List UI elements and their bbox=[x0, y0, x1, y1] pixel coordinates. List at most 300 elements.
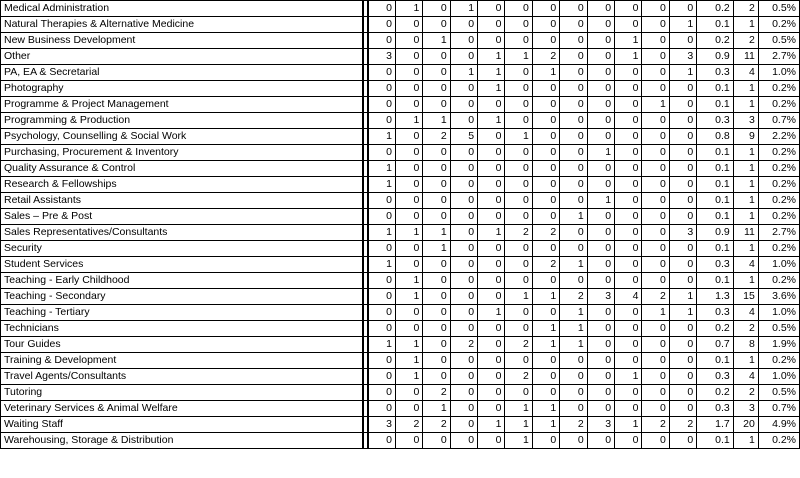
value-cell: 1 bbox=[395, 273, 422, 289]
table-row bbox=[1, 273, 800, 289]
value-cell: 1 bbox=[615, 49, 642, 65]
value-cell: 0 bbox=[532, 17, 559, 33]
category-name-cell: Sales – Pre & Post bbox=[1, 209, 364, 225]
value-cell: 0 bbox=[642, 145, 669, 161]
value-cell: 0 bbox=[615, 321, 642, 337]
value-cell: 1 bbox=[505, 433, 532, 449]
value-cell: 0 bbox=[669, 209, 696, 225]
value-cell: 4 bbox=[733, 305, 758, 321]
value-cell: 0 bbox=[532, 113, 559, 129]
value-cell: 0 bbox=[478, 1, 505, 17]
value-cell: 0 bbox=[615, 177, 642, 193]
value-cell: 0 bbox=[642, 65, 669, 81]
value-cell: 1.7 bbox=[697, 417, 734, 433]
value-cell: 0 bbox=[642, 321, 669, 337]
value-cell: 0 bbox=[450, 417, 477, 433]
value-cell: 11 bbox=[733, 225, 758, 241]
value-cell: 0 bbox=[532, 385, 559, 401]
value-cell: 0 bbox=[505, 241, 532, 257]
value-cell: 0 bbox=[669, 401, 696, 417]
value-cell: 0 bbox=[423, 257, 450, 273]
value-cell: 0 bbox=[395, 433, 422, 449]
value-cell: 0 bbox=[505, 17, 532, 33]
value-cell: 0 bbox=[587, 241, 614, 257]
value-cell: 1 bbox=[395, 337, 422, 353]
value-cell: 0 bbox=[395, 401, 422, 417]
value-cell: 1 bbox=[395, 369, 422, 385]
value-cell: 0 bbox=[532, 209, 559, 225]
value-cell: 0 bbox=[423, 369, 450, 385]
value-cell: 0.3 bbox=[697, 113, 734, 129]
value-cell: 1.0% bbox=[758, 257, 799, 273]
value-cell: 0 bbox=[450, 321, 477, 337]
value-cell: 1 bbox=[733, 193, 758, 209]
value-cell: 4 bbox=[733, 369, 758, 385]
value-cell: 1 bbox=[733, 273, 758, 289]
value-cell: 1 bbox=[368, 177, 395, 193]
value-cell: 0 bbox=[478, 337, 505, 353]
value-cell: 0 bbox=[505, 209, 532, 225]
value-cell: 0.2 bbox=[697, 321, 734, 337]
value-cell: 0.2% bbox=[758, 81, 799, 97]
value-cell: 0 bbox=[615, 241, 642, 257]
table-row bbox=[1, 161, 800, 177]
value-cell: 3 bbox=[669, 49, 696, 65]
value-cell: 4 bbox=[733, 257, 758, 273]
table-row bbox=[1, 337, 800, 353]
value-cell: 0.1 bbox=[697, 97, 734, 113]
value-cell: 0 bbox=[450, 33, 477, 49]
value-cell: 0.3 bbox=[697, 65, 734, 81]
value-cell: 0 bbox=[560, 241, 587, 257]
category-name-cell: Travel Agents/Consultants bbox=[1, 369, 364, 385]
value-cell: 0.1 bbox=[697, 177, 734, 193]
value-cell: 0 bbox=[642, 113, 669, 129]
value-cell: 0.1 bbox=[697, 17, 734, 33]
value-cell: 0 bbox=[642, 353, 669, 369]
value-cell: 0 bbox=[669, 337, 696, 353]
value-cell: 0 bbox=[587, 337, 614, 353]
value-cell: 0 bbox=[587, 49, 614, 65]
value-cell: 0 bbox=[615, 129, 642, 145]
value-cell: 0 bbox=[587, 257, 614, 273]
value-cell: 3 bbox=[587, 289, 614, 305]
value-cell: 0 bbox=[532, 1, 559, 17]
value-cell: 1 bbox=[560, 257, 587, 273]
value-cell: 0.7 bbox=[697, 337, 734, 353]
value-cell: 0 bbox=[395, 177, 422, 193]
value-cell: 0 bbox=[395, 161, 422, 177]
value-cell: 1 bbox=[505, 49, 532, 65]
value-cell: 0 bbox=[587, 129, 614, 145]
table-row bbox=[1, 305, 800, 321]
value-cell: 0 bbox=[368, 401, 395, 417]
value-cell: 0 bbox=[450, 193, 477, 209]
value-cell: 0.3 bbox=[697, 305, 734, 321]
value-cell: 0.2% bbox=[758, 353, 799, 369]
value-cell: 0 bbox=[478, 401, 505, 417]
value-cell: 0 bbox=[642, 433, 669, 449]
value-cell: 0.2% bbox=[758, 97, 799, 113]
value-cell: 0 bbox=[560, 1, 587, 17]
value-cell: 0.2 bbox=[697, 33, 734, 49]
value-cell: 0 bbox=[368, 433, 395, 449]
value-cell: 1 bbox=[615, 369, 642, 385]
value-cell: 0.2% bbox=[758, 209, 799, 225]
value-cell: 2 bbox=[423, 385, 450, 401]
value-cell: 0 bbox=[423, 433, 450, 449]
value-cell: 0 bbox=[669, 177, 696, 193]
value-cell: 0 bbox=[642, 49, 669, 65]
value-cell: 0 bbox=[642, 161, 669, 177]
value-cell: 0 bbox=[478, 145, 505, 161]
value-cell: 0 bbox=[615, 193, 642, 209]
value-cell: 0 bbox=[560, 369, 587, 385]
value-cell: 0 bbox=[368, 81, 395, 97]
value-cell: 0 bbox=[560, 193, 587, 209]
value-cell: 1 bbox=[505, 129, 532, 145]
value-cell: 0 bbox=[532, 129, 559, 145]
value-cell: 0 bbox=[560, 113, 587, 129]
value-cell: 0 bbox=[368, 97, 395, 113]
value-cell: 0 bbox=[532, 369, 559, 385]
value-cell: 0 bbox=[450, 289, 477, 305]
value-cell: 0.2% bbox=[758, 433, 799, 449]
table-row bbox=[1, 33, 800, 49]
value-cell: 0 bbox=[560, 353, 587, 369]
value-cell: 11 bbox=[733, 49, 758, 65]
table-row bbox=[1, 17, 800, 33]
value-cell: 0.7% bbox=[758, 401, 799, 417]
value-cell: 1 bbox=[423, 225, 450, 241]
value-cell: 0 bbox=[505, 321, 532, 337]
value-cell: 1 bbox=[532, 321, 559, 337]
value-cell: 0 bbox=[478, 129, 505, 145]
value-cell: 0.1 bbox=[697, 193, 734, 209]
category-name-cell: Photography bbox=[1, 81, 364, 97]
value-cell: 0 bbox=[450, 273, 477, 289]
value-cell: 0 bbox=[395, 17, 422, 33]
value-cell: 2 bbox=[560, 417, 587, 433]
value-cell: 0 bbox=[505, 273, 532, 289]
value-cell: 0.1 bbox=[697, 161, 734, 177]
value-cell: 0.2% bbox=[758, 273, 799, 289]
value-cell: 0 bbox=[478, 369, 505, 385]
value-cell: 0 bbox=[642, 81, 669, 97]
value-cell: 0 bbox=[615, 433, 642, 449]
value-cell: 0 bbox=[587, 369, 614, 385]
value-cell: 0 bbox=[395, 145, 422, 161]
value-cell: 0 bbox=[478, 321, 505, 337]
value-cell: 0 bbox=[642, 257, 669, 273]
value-cell: 0 bbox=[395, 193, 422, 209]
value-cell: 0.8 bbox=[697, 129, 734, 145]
value-cell: 0 bbox=[560, 97, 587, 113]
value-cell: 1 bbox=[423, 401, 450, 417]
value-cell: 2 bbox=[505, 337, 532, 353]
value-cell: 1 bbox=[669, 65, 696, 81]
value-cell: 1 bbox=[669, 17, 696, 33]
table-row bbox=[1, 113, 800, 129]
value-cell: 1 bbox=[733, 161, 758, 177]
value-cell: 0 bbox=[642, 401, 669, 417]
value-cell: 0 bbox=[478, 97, 505, 113]
value-cell: 0 bbox=[587, 33, 614, 49]
value-cell: 1 bbox=[368, 257, 395, 273]
value-cell: 1 bbox=[423, 241, 450, 257]
value-cell: 0 bbox=[505, 193, 532, 209]
value-cell: 1.0% bbox=[758, 305, 799, 321]
table-row bbox=[1, 321, 800, 337]
value-cell: 0 bbox=[642, 241, 669, 257]
value-cell: 0 bbox=[587, 209, 614, 225]
value-cell: 0 bbox=[560, 81, 587, 97]
value-cell: 1 bbox=[395, 353, 422, 369]
value-cell: 0 bbox=[368, 17, 395, 33]
value-cell: 0 bbox=[587, 433, 614, 449]
value-cell: 4 bbox=[733, 65, 758, 81]
value-cell: 0 bbox=[368, 289, 395, 305]
value-cell: 1 bbox=[423, 113, 450, 129]
value-cell: 0 bbox=[587, 273, 614, 289]
value-cell: 3 bbox=[368, 49, 395, 65]
value-cell: 0 bbox=[395, 209, 422, 225]
value-cell: 20 bbox=[733, 417, 758, 433]
value-cell: 0.7% bbox=[758, 113, 799, 129]
value-cell: 1 bbox=[395, 225, 422, 241]
value-cell: 1 bbox=[560, 337, 587, 353]
value-cell: 2 bbox=[642, 289, 669, 305]
value-cell: 0 bbox=[450, 241, 477, 257]
value-cell: 0 bbox=[669, 369, 696, 385]
value-cell: 2 bbox=[423, 129, 450, 145]
value-cell: 2 bbox=[423, 417, 450, 433]
value-cell: 1 bbox=[368, 129, 395, 145]
value-cell: 0 bbox=[423, 209, 450, 225]
value-cell: 0 bbox=[560, 129, 587, 145]
value-cell: 1 bbox=[478, 305, 505, 321]
value-cell: 0 bbox=[395, 129, 422, 145]
value-cell: 2 bbox=[733, 33, 758, 49]
table-row bbox=[1, 417, 800, 433]
value-cell: 0 bbox=[368, 241, 395, 257]
table-row bbox=[1, 401, 800, 417]
value-cell: 1 bbox=[587, 145, 614, 161]
value-cell: 0 bbox=[615, 305, 642, 321]
value-cell: 0 bbox=[669, 161, 696, 177]
value-cell: 0 bbox=[587, 81, 614, 97]
value-cell: 0 bbox=[423, 81, 450, 97]
value-cell: 0 bbox=[368, 353, 395, 369]
value-cell: 1 bbox=[532, 65, 559, 81]
value-cell: 0 bbox=[368, 193, 395, 209]
value-cell: 0 bbox=[669, 81, 696, 97]
category-name-cell: Warehousing, Storage & Distribution bbox=[1, 433, 364, 449]
value-cell: 0 bbox=[642, 385, 669, 401]
value-cell: 0 bbox=[450, 177, 477, 193]
value-cell: 0 bbox=[423, 65, 450, 81]
value-cell: 0.1 bbox=[697, 209, 734, 225]
value-cell: 0 bbox=[615, 97, 642, 113]
value-cell: 3 bbox=[368, 417, 395, 433]
table-row bbox=[1, 225, 800, 241]
value-cell: 0 bbox=[368, 145, 395, 161]
value-cell: 0 bbox=[642, 273, 669, 289]
value-cell: 0 bbox=[450, 113, 477, 129]
value-cell: 0 bbox=[587, 65, 614, 81]
value-cell: 2 bbox=[450, 337, 477, 353]
category-name-cell: Tutoring bbox=[1, 385, 364, 401]
value-cell: 0 bbox=[560, 401, 587, 417]
value-cell: 0 bbox=[478, 433, 505, 449]
value-cell: 0 bbox=[368, 1, 395, 17]
value-cell: 0 bbox=[450, 145, 477, 161]
value-cell: 0 bbox=[395, 385, 422, 401]
value-cell: 0 bbox=[423, 193, 450, 209]
value-cell: 0 bbox=[368, 385, 395, 401]
table-row bbox=[1, 193, 800, 209]
value-cell: 0 bbox=[615, 353, 642, 369]
value-cell: 1 bbox=[532, 401, 559, 417]
value-cell: 0 bbox=[505, 385, 532, 401]
value-cell: 0 bbox=[368, 33, 395, 49]
value-cell: 0 bbox=[615, 161, 642, 177]
value-cell: 0.2% bbox=[758, 177, 799, 193]
value-cell: 0 bbox=[615, 113, 642, 129]
table-row bbox=[1, 65, 800, 81]
value-cell: 0 bbox=[669, 257, 696, 273]
category-name-cell: PA, EA & Secretarial bbox=[1, 65, 364, 81]
category-name-cell: Research & Fellowships bbox=[1, 177, 364, 193]
value-cell: 0 bbox=[450, 257, 477, 273]
table-row bbox=[1, 289, 800, 305]
value-cell: 0 bbox=[615, 257, 642, 273]
category-name-cell: Natural Therapies & Alternative Medicine bbox=[1, 17, 364, 33]
value-cell: 0 bbox=[560, 225, 587, 241]
value-cell: 0 bbox=[615, 17, 642, 33]
value-cell: 0 bbox=[395, 305, 422, 321]
value-cell: 0 bbox=[505, 145, 532, 161]
category-name-cell: Student Services bbox=[1, 257, 364, 273]
value-cell: 0 bbox=[450, 369, 477, 385]
value-cell: 1 bbox=[733, 433, 758, 449]
category-name-cell: Programming & Production bbox=[1, 113, 364, 129]
value-cell: 0 bbox=[615, 209, 642, 225]
value-cell: 0 bbox=[505, 257, 532, 273]
value-cell: 1 bbox=[395, 289, 422, 305]
value-cell: 1 bbox=[532, 417, 559, 433]
value-cell: 0 bbox=[669, 145, 696, 161]
value-cell: 1.0% bbox=[758, 65, 799, 81]
value-cell: 5 bbox=[450, 129, 477, 145]
value-cell: 0 bbox=[478, 385, 505, 401]
value-cell: 2 bbox=[532, 257, 559, 273]
value-cell: 0 bbox=[669, 129, 696, 145]
value-cell: 1 bbox=[395, 1, 422, 17]
value-cell: 0 bbox=[423, 17, 450, 33]
value-cell: 0 bbox=[669, 97, 696, 113]
value-cell: 1 bbox=[587, 193, 614, 209]
value-cell: 1 bbox=[733, 241, 758, 257]
value-cell: 0 bbox=[615, 273, 642, 289]
value-cell: 0 bbox=[587, 161, 614, 177]
value-cell: 0 bbox=[642, 193, 669, 209]
value-cell: 0.1 bbox=[697, 353, 734, 369]
value-cell: 0 bbox=[642, 369, 669, 385]
value-cell: 0 bbox=[395, 81, 422, 97]
category-name-cell: Security bbox=[1, 241, 364, 257]
value-cell: 1 bbox=[615, 417, 642, 433]
table-body bbox=[1, 1, 800, 449]
value-cell: 0 bbox=[615, 65, 642, 81]
value-cell: 0 bbox=[423, 353, 450, 369]
value-cell: 1 bbox=[505, 401, 532, 417]
value-cell: 0.2% bbox=[758, 161, 799, 177]
value-cell: 0 bbox=[560, 385, 587, 401]
value-cell: 0 bbox=[395, 257, 422, 273]
value-cell: 0 bbox=[368, 321, 395, 337]
value-cell: 0 bbox=[560, 273, 587, 289]
value-cell: 0 bbox=[478, 257, 505, 273]
value-cell: 1 bbox=[733, 145, 758, 161]
category-name-cell: Teaching - Tertiary bbox=[1, 305, 364, 321]
value-cell: 0 bbox=[587, 385, 614, 401]
value-cell: 2 bbox=[733, 321, 758, 337]
value-cell: 0 bbox=[532, 305, 559, 321]
value-cell: 4 bbox=[615, 289, 642, 305]
value-cell: 0.5% bbox=[758, 385, 799, 401]
value-cell: 0.5% bbox=[758, 321, 799, 337]
table-row bbox=[1, 369, 800, 385]
value-cell: 0.3 bbox=[697, 257, 734, 273]
value-cell: 0 bbox=[450, 17, 477, 33]
category-name-cell: Programme & Project Management bbox=[1, 97, 364, 113]
value-cell: 0 bbox=[423, 145, 450, 161]
value-cell: 0 bbox=[478, 33, 505, 49]
value-cell: 0 bbox=[423, 1, 450, 17]
value-cell: 1 bbox=[505, 417, 532, 433]
value-cell: 15 bbox=[733, 289, 758, 305]
value-cell: 0.2 bbox=[697, 385, 734, 401]
value-cell: 0 bbox=[395, 321, 422, 337]
value-cell: 1 bbox=[615, 33, 642, 49]
value-cell: 0 bbox=[505, 353, 532, 369]
value-cell: 2 bbox=[505, 225, 532, 241]
value-cell: 1 bbox=[478, 81, 505, 97]
value-cell: 0 bbox=[642, 1, 669, 17]
value-cell: 0 bbox=[560, 17, 587, 33]
value-cell: 0 bbox=[368, 305, 395, 321]
value-cell: 0 bbox=[560, 49, 587, 65]
value-cell: 0 bbox=[423, 177, 450, 193]
value-cell: 0.1 bbox=[697, 81, 734, 97]
value-cell: 0 bbox=[450, 385, 477, 401]
value-cell: 0.2% bbox=[758, 17, 799, 33]
category-name-cell: Tour Guides bbox=[1, 337, 364, 353]
value-cell: 0 bbox=[642, 177, 669, 193]
value-cell: 0.5% bbox=[758, 1, 799, 17]
value-cell: 2 bbox=[669, 417, 696, 433]
value-cell: 0 bbox=[587, 321, 614, 337]
value-cell: 0 bbox=[532, 353, 559, 369]
value-cell: 0.1 bbox=[697, 273, 734, 289]
value-cell: 0 bbox=[615, 225, 642, 241]
category-name-cell: Retail Assistants bbox=[1, 193, 364, 209]
value-cell: 0 bbox=[560, 33, 587, 49]
value-cell: 0 bbox=[395, 241, 422, 257]
value-cell: 0 bbox=[587, 177, 614, 193]
value-cell: 1 bbox=[669, 289, 696, 305]
